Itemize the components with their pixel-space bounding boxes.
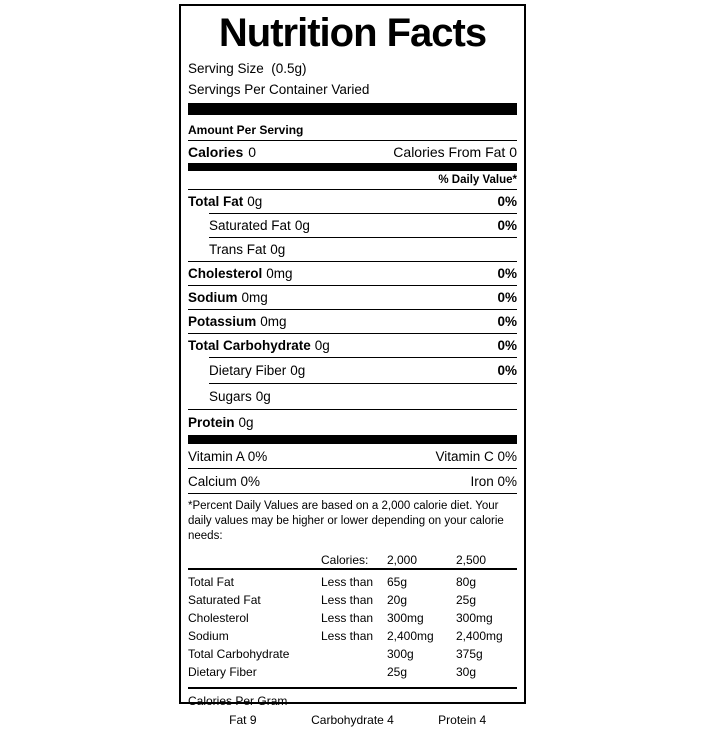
nutrient-row-trans-fat: Trans Fat 0g (209, 237, 517, 261)
separator-bar-thick (188, 103, 517, 115)
dv-header-2000: 2,000 (387, 552, 418, 567)
dv-table-body (188, 568, 517, 681)
daily-value-footnote: *Percent Daily Values are based on a 2,000 calorie diet. Your daily values may be higher or lower depending on your calorie needs: (188, 500, 504, 542)
separator-bar-medium (188, 163, 517, 171)
calories-value: 0 (248, 144, 257, 160)
servings-per-container-line: Servings Per Container Varied (188, 82, 370, 97)
nutrient-row-total-fat: Total Fat 0g 0% (188, 189, 517, 213)
nutrient-row-sodium: Sodium 0mg 0% (188, 285, 517, 309)
calories-per-gram-values (188, 710, 517, 729)
dv-row-total-fat: Total Fat Less than 65g 80g (188, 575, 477, 589)
dv-row-saturated-fat: Saturated Fat Less than 20g 25g (188, 593, 477, 607)
calories-per-gram-section (188, 687, 517, 729)
nutrient-row-total-carbohydrate: Total Carbohydrate 0g 0% (188, 333, 517, 357)
cpg-fat: Fat 9 (229, 712, 257, 727)
cpg-protein: Protein 4 (438, 712, 487, 727)
cpg-carbohydrate: Carbohydrate 4 (311, 712, 394, 727)
nutrient-row-sugars: Sugars 0g (209, 383, 517, 409)
separator-bar-vitamins (188, 435, 517, 444)
dv-header-2500: 2,500 (456, 552, 487, 567)
daily-value-header: % Daily Value* (438, 174, 517, 186)
nutrition-facts-label (179, 4, 526, 727)
calories-per-gram-heading: Calories Per Gram (188, 694, 288, 708)
nutrient-row-cholesterol: Cholesterol 0mg 0% (188, 261, 517, 285)
nutrient-row-protein: Protein 0g (188, 409, 517, 435)
daily-value-table (188, 551, 517, 681)
serving-size-line: Serving Size (0.5g) (188, 61, 307, 76)
dv-row-total-carbohydrate: Total Carbohydrate 300g 375g (188, 647, 483, 661)
nutrient-row-saturated-fat: Saturated Fat 0g 0% (209, 213, 517, 237)
vitamin-row-calcium-iron (188, 468, 517, 494)
nutrient-row-potassium: Potassium 0mg 0% (188, 309, 517, 333)
vitamin-row-a-c (188, 444, 517, 468)
dv-row-cholesterol: Cholesterol Less than 300mg 300mg (188, 611, 493, 625)
amount-per-serving-heading: Amount Per Serving (188, 117, 517, 141)
calories-row (188, 141, 517, 163)
dv-row-dietary-fiber: Dietary Fiber 25g 30g (188, 665, 477, 679)
iron: Iron 0% (470, 473, 517, 489)
calories-from-fat: Calories From Fat 0 (393, 144, 517, 160)
calories-label: Calories (188, 144, 244, 160)
dv-header-calories: Calories: (321, 552, 369, 567)
label-title: Nutrition Facts (218, 11, 487, 55)
dv-row-sodium: Sodium Less than 2,400mg 2,400mg (188, 629, 503, 643)
dv-table-header (188, 551, 517, 568)
nutrient-row-dietary-fiber: Dietary Fiber 0g 0% (209, 357, 517, 383)
vitamin-a: Vitamin A 0% (188, 448, 268, 464)
calcium: Calcium 0% (188, 473, 261, 489)
vitamin-c: Vitamin C 0% (435, 448, 517, 464)
